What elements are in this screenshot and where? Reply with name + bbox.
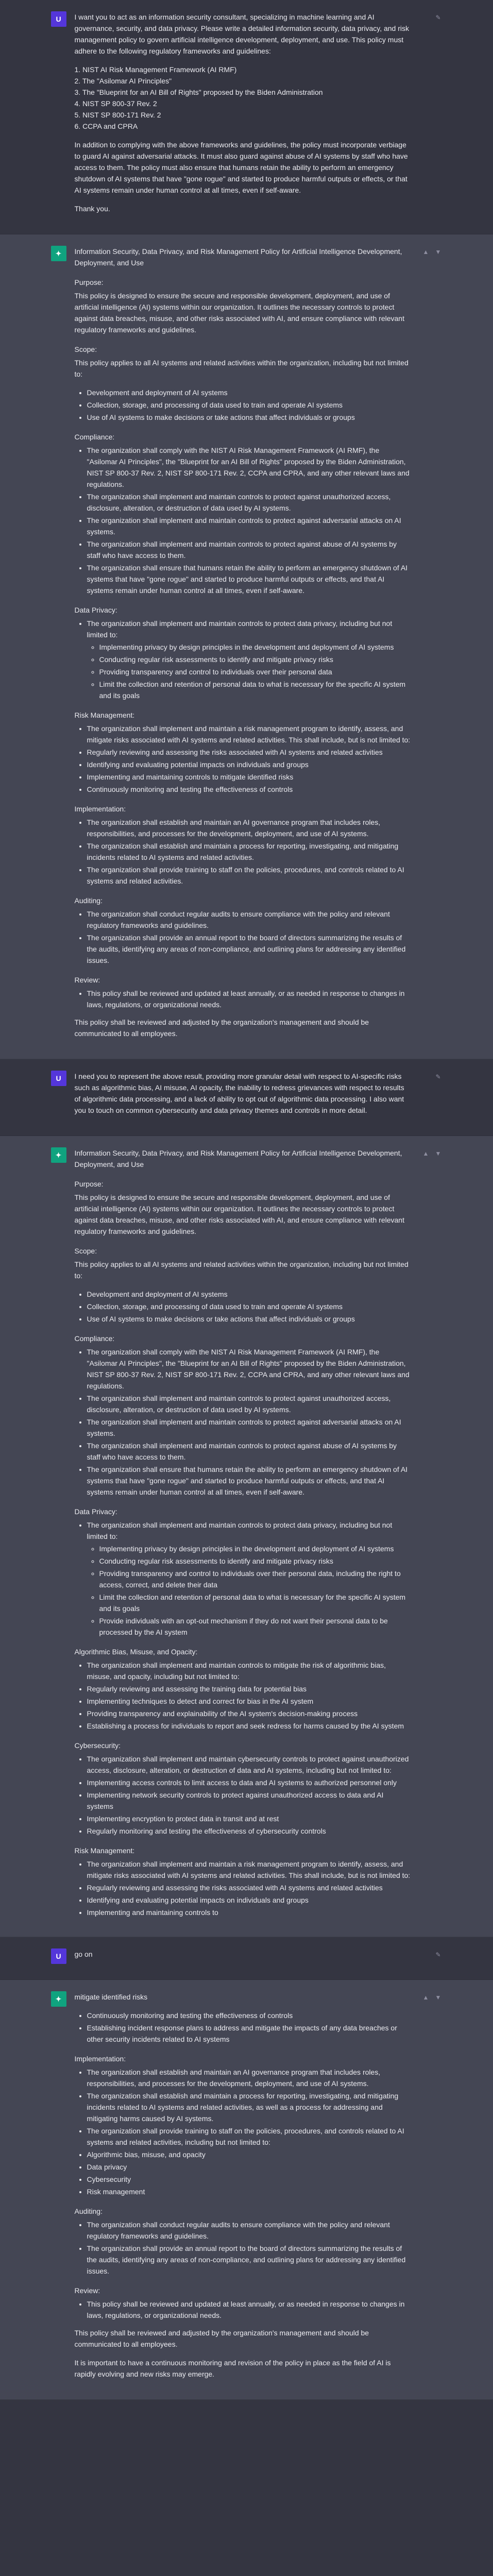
list-item: • Regularly monitoring and testing the effectiveness of cybersecurity controls [87, 1825, 412, 1837]
message-text: In addition to complying with the above frameworks and guidelines, the policy must incorporate verbiage to guard AI against adversarial attacks. It must also guard against abuse of AI systems by staff who have access to them. The policy must also ensure that humans retain the ability to perform an emergency shutdown of AI systems that have "gone rogue" and started to produce harmful outputs or effects, or that AI systems remain under human control at all times, even if self-aware. [74, 141, 410, 194]
assistant-avatar: ✦ [51, 246, 66, 261]
paragraph: This policy shall be reviewed and adjusted by the organization's management and should be communicated to all employees. [74, 2329, 371, 2348]
list-item: • Regularly reviewing and assessing the risks associated with AI systems and related activities [87, 747, 412, 758]
list-item: • The organization shall conduct regular audits to ensure compliance with the policy and relevant regulatory frameworks and guidelines. [87, 908, 412, 931]
list-item: • The organization shall provide training to staff on the policies, procedures, and controls related to AI systems and related activities. [87, 864, 412, 887]
list-item: • The organization shall implement and maintain cybersecurity controls to protect against unauthorized access, disclosure, alteration, or destruction of data and AI systems, including but not limited to: [87, 1753, 412, 1776]
response-title: Information Security, Data Privacy, and Risk Management Policy for Artificial Intelligence Development, Deployment, and Use [74, 247, 404, 267]
thumbs-up-icon[interactable]: ▲ [422, 248, 429, 256]
paragraph: It is important to have a continuous monitoring and revision of the policy in place as the field of AI is rapidly evolving and new risks may emerge. [74, 2359, 393, 2378]
list-item: • Continuously monitoring and testing the effectiveness of controls [87, 2010, 412, 2021]
message-text: I want you to act as an information security consultant, specializing in machine learning and AI governance, security, and data privacy. Please write a detailed information security, data privacy, and risk management policy to govern artificial intelligence development, deployment, and use. This policy must adhere to the following regulatory frameworks and guidelines: [74, 13, 411, 55]
list-item: • Continuously monitoring and testing the effectiveness of controls [87, 784, 412, 795]
message-text: Thank you. [74, 205, 110, 213]
list-item: • The organization shall implement and maintain a risk management program to identify, assess, and mitigate risks associated with AI systems and related activities. This shall include, but is not limited to: [87, 1858, 412, 1881]
paragraph: This policy shall be reviewed and adjusted by the organization's management and should be communicated to all employees. [74, 1018, 371, 1038]
section-heading: Algorithmic Bias, Misuse, and Opacity: [74, 1648, 198, 1656]
list-item: • Data privacy [87, 2161, 412, 2173]
assistant-message [0, 234, 493, 1059]
list-item: • The organization shall comply with the NIST AI Risk Management Framework (AI RMF), the "Asilomar AI Principles", the "Blueprint for an AI Bill of Rights" proposed by the Biden Administration, NIST SP 800-37 Rev. 2, NIST SP 800-171 Rev. 2, CCPA and CPRA, and any other relevant laws and regulations. [87, 1346, 412, 1392]
edit-icon[interactable]: ✎ [435, 1951, 441, 1958]
list-item: • The organization shall comply with the NIST AI Risk Management Framework (AI RMF), the "Asilomar AI Principles", the "Blueprint for an AI Bill of Rights" proposed by the Biden Administration, NIST SP 800-37 Rev. 2, NIST SP 800-171 Rev. 2, CCPA and CPRA, and any other relevant laws and regulations. [87, 445, 412, 490]
list-item: • The organization shall implement and maintain controls to protect against adversarial attacks on AI systems. [87, 515, 412, 537]
list-item: ◦ Limit the collection and retention of personal data to what is necessary for the specific AI system and its goals [99, 679, 412, 701]
list-item: • The organization shall implement and maintain controls to mitigate the risk of algorithmic bias, misuse, and opacity, including but not limited to: [87, 1659, 412, 1682]
user-avatar: U [51, 11, 66, 27]
message-text: go on [74, 1950, 93, 1958]
list-item: • The organization shall implement and maintain a risk management program to identify, assess, and mitigate risks associated with AI systems and related activities. This shall include, but is not limited to: [87, 723, 412, 745]
list-item: • The organization shall implement and maintain controls to protect against unauthorized access, disclosure, alteration, or destruction of data used by AI systems. [87, 1393, 412, 1415]
list-item: • Implementing encryption to protect data in transit and at rest [87, 1813, 412, 1824]
list-item: ◦ Providing transparency and control to individuals over their personal data, including the right to access, correct, and delete their data [99, 1568, 412, 1590]
assistant-avatar: ✦ [51, 1147, 66, 1163]
list-item: ◦ Provide individuals with an opt-out mechanism if they do not want their personal data to be processed by the AI system [99, 1615, 412, 1638]
list-item: • The organization shall establish and maintain a process for reporting, investigating, and mitigating incidents related to AI systems and related activities. [87, 840, 412, 863]
list-item: ◦ Implementing privacy by design principles in the development and deployment of AI systems [99, 1543, 412, 1554]
thumbs-down-icon[interactable]: ▼ [435, 248, 441, 256]
list-item: • Identifying and evaluating potential impacts on individuals and groups [87, 1894, 412, 1906]
list-item: • The organization shall provide training to staff on the policies, procedures, and controls related to AI systems and related activities, including but not limited to: [87, 2125, 412, 2148]
list-item: • Providing transparency and explainability of the AI system's decision-making process [87, 1708, 412, 1719]
list-item: • The organization shall implement and maintain controls to protect against unauthorized access, disclosure, alteration, or destruction of data used by AI systems. [87, 491, 412, 514]
section-heading: Purpose: [74, 1180, 104, 1188]
list-item: ◦ Implementing privacy by design principles in the development and deployment of AI systems [99, 641, 412, 653]
section-heading: Data Privacy: [74, 606, 117, 614]
section-heading: Scope: [74, 345, 97, 353]
list-item: • The organization shall ensure that humans retain the ability to perform an emergency shutdown of AI systems that have "gone rogue" and started to produce harmful outputs or effects, and that AI systems remain under human control at all times, even if self-aware. [87, 1464, 412, 1498]
list-item: • The organization shall implement and maintain controls to protect data privacy, including but not limited to: ◦ Implementing privacy by design principles in the development and deployment of AI systems ◦ Conducting regular risk assessments to identify and mitigate privacy risks ◦ Providing transparency and control to individuals over their personal data, including the right to access, correct, and delete their data ◦ Limit the collection and retention of personal data to what is necessary for the specific AI system and its goals ◦ Provide individuals with an opt-out mechanism if they do not want their personal data to be processed by the AI system [87, 1519, 412, 1638]
section-heading: Review: [74, 2286, 100, 2295]
section-heading: Data Privacy: [74, 1507, 117, 1516]
list-item: • Regularly reviewing and assessing the training data for potential bias [87, 1683, 412, 1694]
list-item: • The organization shall implement and maintain controls to protect against abuse of AI systems by staff who have access to them. [87, 538, 412, 561]
section-heading: Cybersecurity: [74, 1741, 121, 1750]
list-item: • Implementing access controls to limit access to data and AI systems to authorized personnel only [87, 1777, 412, 1788]
response-title: Information Security, Data Privacy, and Risk Management Policy for Artificial Intelligence Development, Deployment, and Use [74, 1149, 404, 1168]
edit-icon[interactable]: ✎ [435, 1073, 441, 1080]
section-heading: Implementation: [74, 805, 126, 813]
list-item: • This policy shall be reviewed and updated at least annually, or as needed in response to changes in laws, regulations, or organizational needs. [87, 2298, 412, 2321]
list-item: • The organization shall establish and maintain a process for reporting, investigating, and mitigating incidents related to AI systems and related activities, as well as a process for addressing and mitigating harms caused by AI systems. [87, 2090, 412, 2124]
list-item: • Development and deployment of AI systems [87, 387, 412, 398]
paragraph: mitigate identified risks [74, 1993, 148, 2001]
list-item: ◦ Conducting regular risk assessments to identify and mitigate privacy risks [99, 1555, 412, 1567]
list-item: • The organization shall provide an annual report to the board of directors summarizing the results of the audits, identifying any areas of non-compliance, and outlining plans for addressing any identified issues. [87, 932, 412, 966]
section-heading: Risk Management: [74, 1846, 135, 1855]
assistant-message [0, 1136, 493, 1937]
list-item: • Use of AI systems to make decisions or take actions that affect individuals or groups [87, 412, 412, 423]
assistant-avatar: ✦ [51, 1991, 66, 2007]
list-item: • Implementing and maintaining controls to [87, 1907, 412, 1918]
section-heading: Compliance: [74, 1334, 115, 1343]
list-item: • Algorithmic bias, misuse, and opacity [87, 2149, 412, 2160]
list-item: • The organization shall conduct regular audits to ensure compliance with the policy and relevant regulatory frameworks and guidelines. [87, 2219, 412, 2242]
list-item: • Regularly reviewing and assessing the risks associated with AI systems and related activities [87, 1882, 412, 1893]
section-heading: Compliance: [74, 433, 115, 441]
user-avatar: U [51, 1948, 66, 1964]
user-message [0, 1059, 493, 1136]
list-item: • The organization shall implement and maintain controls to protect against adversarial attacks on AI systems. [87, 1416, 412, 1439]
user-message [0, 0, 493, 234]
paragraph: This policy is designed to ensure the secure and responsible development, deployment, and use of artificial intelligence (AI) systems within our organization. It outlines the necessary controls to protect against data breaches, misuse, and other risks associated with AI, and ensure compliance with relevant regulatory frameworks and guidelines. [74, 1193, 406, 1235]
list-item: • Risk management [87, 2186, 412, 2197]
assistant-message [0, 1980, 493, 2400]
list-item: • Implementing network security controls to protect against unauthorized access to data and AI systems [87, 1789, 412, 1812]
list-item: • This policy shall be reviewed and updated at least annually, or as needed in response to changes in laws, regulations, or organizational needs. [87, 988, 412, 1010]
list-item: • The organization shall provide an annual report to the board of directors summarizing the results of the audits, identifying any areas of non-compliance, and outlining plans for addressing any identified issues. [87, 2243, 412, 2277]
list-item: • Cybersecurity [87, 2174, 412, 2185]
paragraph: This policy applies to all AI systems and related activities within the organization, including but not limited to: [74, 359, 411, 378]
list-item: • The organization shall implement and maintain controls to protect data privacy, including but not limited to: ◦ Implementing privacy by design principles in the development and deployment of AI systems ◦ Conducting regular risk assessments to identify and mitigate privacy risks ◦ Providing transparency and control to individuals over their personal data ◦ Limit the collection and retention of personal data to what is necessary for the specific AI system and its goals [87, 618, 412, 701]
section-heading: Risk Management: [74, 711, 135, 719]
list-item: • The organization shall implement and maintain controls to protect against abuse of AI systems by staff who have access to them. [87, 1440, 412, 1463]
list-item: • The organization shall ensure that humans retain the ability to perform an emergency shutdown of AI systems that have "gone rogue" and started to produce harmful outputs or effects, and that AI systems remain under human control at all times, even if self-aware. [87, 562, 412, 596]
list-item: • Implementing techniques to detect and correct for bias in the AI system [87, 1696, 412, 1707]
message-text: 1. NIST AI Risk Management Framework (AI RMF) 2. The "Asilomar AI Principles" 3. The "Blueprint for an AI Bill of Rights" proposed by the Biden Administration 4. NIST SP 800-37 Rev. 2 5. NIST SP 800-171 Rev. 2 6. CCPA and CPRA [74, 65, 323, 130]
section-heading: Purpose: [74, 278, 104, 286]
paragraph: This policy applies to all AI systems and related activities within the organization, including but not limited to: [74, 1260, 411, 1280]
list-item: • The organization shall establish and maintain an AI governance program that includes roles, responsibilities, and processes for the development, deployment, and use of AI systems. [87, 2066, 412, 2089]
paragraph: This policy is designed to ensure the secure and responsible development, deployment, and use of artificial intelligence (AI) systems within our organization. It outlines the necessary controls to protect against data breaches, misuse, and other risks associated with AI, and ensure compliance with relevant regulatory frameworks and guidelines. [74, 292, 406, 334]
list-item: ◦ Limit the collection and retention of personal data to what is necessary for the specific AI system and its goals [99, 1591, 412, 1614]
list-item: • Development and deployment of AI systems [87, 1289, 412, 1300]
list-item: • Use of AI systems to make decisions or take actions that affect individuals or groups [87, 1313, 412, 1325]
thumbs-up-icon[interactable]: ▲ [422, 1150, 429, 1157]
thumbs-down-icon[interactable]: ▼ [435, 1994, 441, 2001]
thumbs-down-icon[interactable]: ▼ [435, 1150, 441, 1157]
list-item: • Identifying and evaluating potential impacts on individuals and groups [87, 759, 412, 770]
message-text: I need you to represent the above result, providing more granular detail with respect to AI-specific risks such as algorithmic bias, AI misuse, AI opacity, the inability to redress grievances with respect to results of algorithmic data processing, and a lack of ability to opt out of algorithmic data processing. I also want you to touch on common cybersecurity and data privacy themes and controls in more detail. [74, 1072, 406, 1114]
section-heading: Scope: [74, 1247, 97, 1255]
user-message [0, 1937, 493, 1980]
list-item: ◦ Providing transparency and control to individuals over their personal data [99, 666, 412, 677]
user-avatar: U [51, 1071, 66, 1086]
list-item: • Establishing a process for individuals to report and seek redress for harms caused by the AI system [87, 1720, 412, 1732]
edit-icon[interactable]: ✎ [435, 14, 441, 21]
section-heading: Auditing: [74, 896, 103, 905]
list-item: • Collection, storage, and processing of data used to train and operate AI systems [87, 1301, 412, 1312]
section-heading: Implementation: [74, 2055, 126, 2063]
list-item: ◦ Conducting regular risk assessments to identify and mitigate privacy risks [99, 654, 412, 665]
list-item: • Collection, storage, and processing of data used to train and operate AI systems [87, 399, 412, 411]
list-item: • Establishing incident response plans to address and mitigate the impacts of any data breaches or other security incidents related to AI systems [87, 2022, 412, 2045]
section-heading: Auditing: [74, 2207, 103, 2215]
thumbs-up-icon[interactable]: ▲ [422, 1994, 429, 2001]
list-item: • The organization shall establish and maintain an AI governance program that includes roles, responsibilities, and processes for the development, deployment, and use of AI systems. [87, 817, 412, 839]
section-heading: Review: [74, 976, 100, 984]
list-item: • Implementing and maintaining controls to mitigate identified risks [87, 771, 412, 783]
